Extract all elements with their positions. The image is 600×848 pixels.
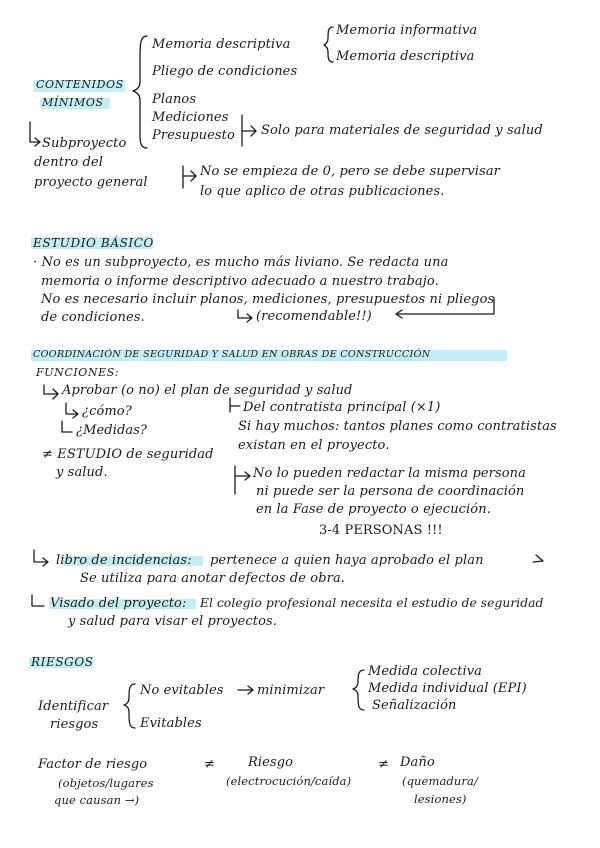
como-arrow [66,403,78,418]
medidas-brace [353,670,364,710]
recomendable-hook-arrow [238,310,252,322]
riesgo-example: (electrocución/caída) [226,774,352,788]
como-question: ¿cómo? [82,404,132,419]
presupuesto-arrow [242,115,256,146]
contenidos-brace [133,36,147,148]
contenidos-item-planos: Planos [152,92,197,107]
estudio-basico-line-4: de condiciones. [41,310,145,325]
estudio-basico-line-3: No es necesario incluir planos, mediciones, presupuestos ni pliegos [41,292,495,307]
aprobar-plan: Aprobar (o no) el plan de seguridad y salud [62,383,353,398]
factor-line-3: que causan →) [54,793,140,807]
contenidos-title: CONTENIDOS [36,78,124,91]
minimos-title: MÍNIMOS [42,96,104,109]
presupuesto-note: Solo para materiales de seguridad y salud [261,123,543,138]
libro-text: pertenece a quien haya aprobado el plan [210,553,484,568]
riesgo-label: Riesgo [248,755,294,770]
medidas-arrow [62,421,72,432]
subproyecto-line-2: dentro del [34,155,103,170]
medida-individual: Medida individual (EPI) [368,681,527,696]
contenidos-item-presupuesto: Presupuesto [152,128,235,143]
contratista-arrow [230,398,240,412]
contenidos-item-mediciones: Mediciones [152,110,229,125]
coordinacion-title: COORDINACIÓN DE SEGURIDAD Y SALUD EN OBRAS DE CONSTRUCCIÓN [33,349,431,360]
libro-label: libro de incidencias: [56,553,192,568]
identificar-line-2: riesgos [50,717,99,732]
visado-text: El colegio profesional necesita el estudio de seguridad [200,596,544,610]
estudio-basico-line-2: memoria o informe descriptivo adecuado a nuestro trabajo. [41,274,439,289]
libro-line-2: Se utiliza para anotar defectos de obra. [80,571,346,586]
senalizacion: Señalización [372,698,457,713]
recomendable-note: (recomendable!!) [256,309,372,324]
libro-arrow [34,550,48,566]
dano-line-2: (quemadura/ [402,774,478,788]
neq-2: ≠ [378,757,389,772]
memoria-sub-descriptiva: Memoria descriptiva [336,49,475,64]
subproyecto-note-line-1: No se empieza de 0, pero se debe supervisar [200,164,500,179]
estudio-ne-line-1: ≠ ESTUDIO de seguridad [42,447,214,462]
factor-line-2: (objetos/lugares [58,776,154,790]
riesgos-title: RIESGOS [31,655,94,669]
visado-arrow [32,595,44,606]
estudio-basico-line-1: · No es un subproyecto, es mucho más liviano. Se redacta una [33,255,449,270]
minimizar: minimizar [257,683,325,698]
memoria-brace [324,27,333,62]
subproyecto-note-line-2: lo que aplico de otras publicaciones. [200,184,445,199]
dano-label: Daño [400,755,435,770]
estudio-basico-title: ESTUDIO BÁSICO [33,236,154,250]
funciones-label: FUNCIONES: [36,366,120,379]
nopueden-line-3: en la Fase de proyecto o ejecución. [256,502,491,517]
contratista-line-1: Del contratista principal (×1) [243,400,441,415]
subproyecto-brace [183,166,196,188]
visado-line-2: y salud para visar el proyectos. [68,614,278,629]
estudio-ne-line-2: y salud. [56,465,108,480]
no-evitables: No evitables [140,683,224,698]
contratista-line-2: Si hay muchos: tantos planes como contratistas [238,419,557,434]
evitables: Evitables [140,716,202,731]
riesgos-brace [124,684,135,728]
dano-line-3: lesiones) [414,792,467,806]
neq-1: ≠ [204,757,215,772]
nopueden-arrow [235,466,250,494]
subproyecto-line-1: Subproyecto [42,136,127,151]
identificar-line-1: Identificar [38,699,109,714]
contenidos-item-memoria: Memoria descriptiva [152,37,291,52]
personas-count: 3-4 PERSONAS !!! [319,523,443,538]
medidas-question: ¿Medidas? [76,423,148,438]
minimizar-arrow [238,686,253,694]
memoria-sub-informativa: Memoria informativa [336,23,478,38]
subproyecto-line-3: proyecto general [34,175,148,190]
contenidos-item-pliego: Pliego de condiciones [152,64,298,79]
visado-label: Visado del proyecto: [50,596,187,611]
subproyecto-arrow [30,122,40,146]
nopueden-line-1: No lo pueden redactar la misma persona [253,466,526,481]
contratista-line-3: existan en el proyecto. [238,438,390,453]
plan-hook-arrow [533,555,543,562]
nopueden-line-2: ni puede ser la persona de coordinación [256,484,525,499]
factor-line-1: Factor de riesgo [38,757,148,772]
aprobar-arrow [44,385,58,399]
medida-colectiva: Medida colectiva [368,664,483,679]
